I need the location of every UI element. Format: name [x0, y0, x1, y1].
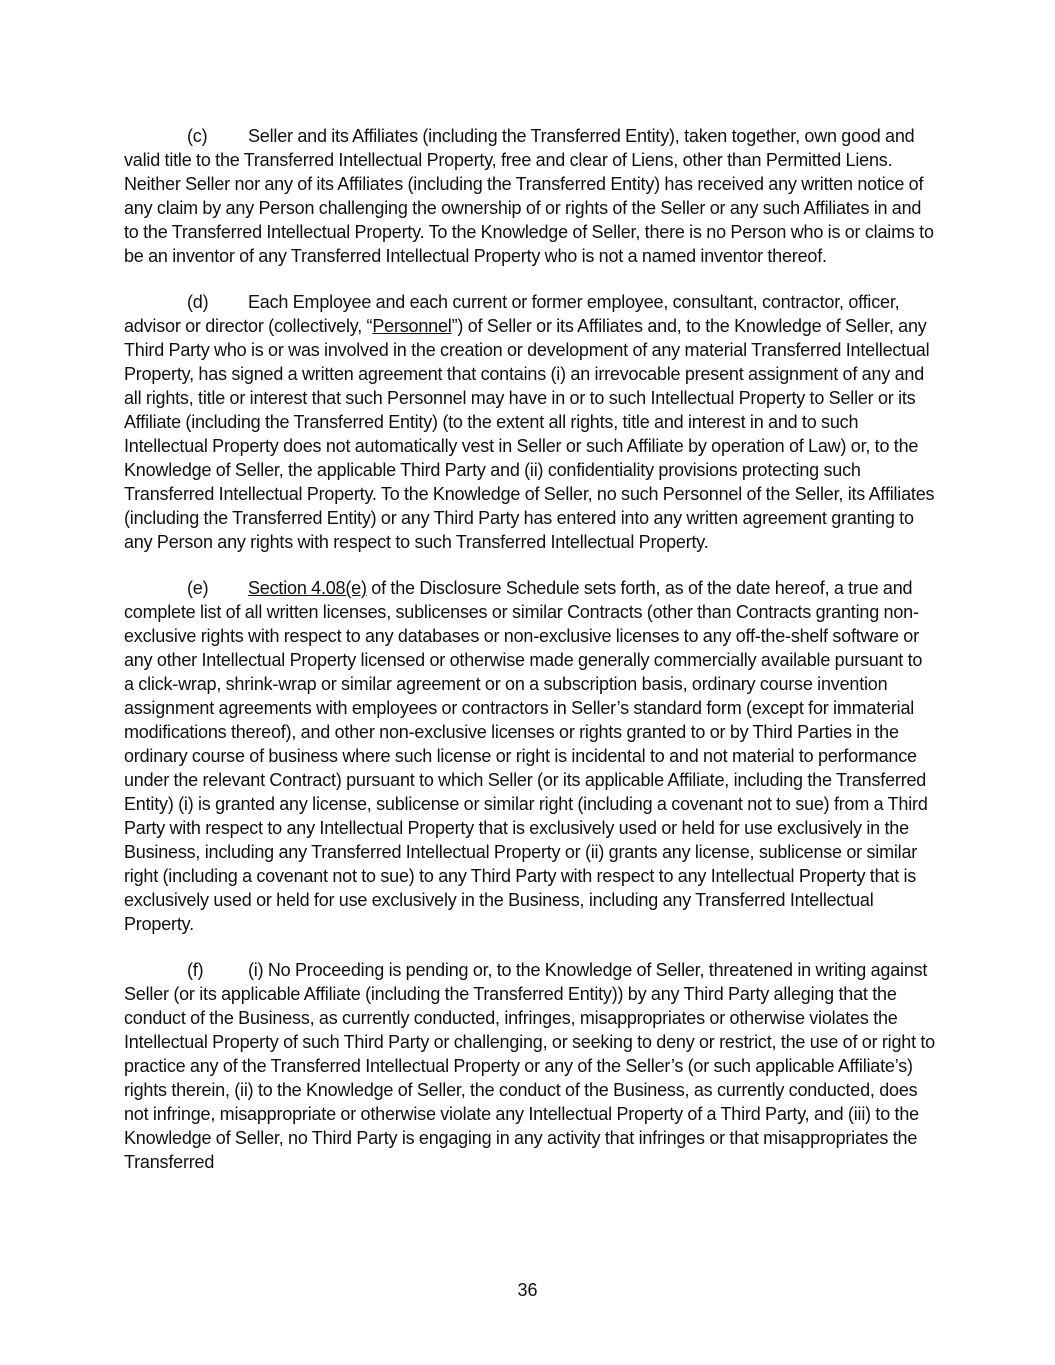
paragraph-d [124, 290, 936, 554]
paragraph-label: (e) [187, 578, 209, 598]
section-reference: Section 4.08(e) [248, 578, 367, 598]
defined-term-personnel: Personnel [372, 316, 452, 336]
paragraph-label: (f) [187, 960, 204, 980]
paragraph-text: (i) No Proceeding is pending or, to the Knowledge of Seller, threatened in writing against Seller (or its applicable Affiliate (including the Transferred Entity)) by any Third Party alleging that the conduct of the Business, as currently conducted, infringes, misappropriates or otherwise violates the Intellectual Property of such Third Party or challenging, or seeking to deny or restrict, the use of or right to practice any of the Transferred Intellectual Property or any of the Seller’s (or such applicable Affiliate’s) rights therein, (ii) to the Knowledge of Seller, the conduct of the Business, as currently conducted, does not infringe, misappropriate or otherwise violate any Intellectual Property of a Third Party, and (iii) to the Knowledge of Seller, no Third Party is engaging in any activity that infringes or that misappropriates the Transferred [124, 960, 935, 1172]
paragraph-text: of the Disclosure Schedule sets forth, as of the date hereof, a true and complete list of all written licenses, sublicenses or similar Contracts (other than Contracts granting non-exclusive rights with respect to any databases or non-exclusive licenses to any off-the-shelf software or any other Intellectual Property licensed or otherwise made generally commercially available pursuant to a click-wrap, shrink-wrap or similar agreement or on a subscription basis, ordinary course invention assignment agreements with employees or contractors in Seller’s standard form (except for immaterial modifications thereof), and other non-exclusive licenses or rights granted to or by Third Parties in the ordinary course of business where such license or right is incidental to and not material to performance under the relevant Contract) pursuant to which Seller (or its applicable Affiliate, including the Transferred Entity) (i) is granted any license, sublicense or similar right (including a covenant not to sue) from a Third Party with respect to any Intellectual Property that is exclusively used or held for use exclusively in the Business, including any Transferred Intellectual Property or (ii) grants any license, sublicense or similar right (including a covenant not to sue) to any Third Party with respect to any Intellectual Property that is exclusively used or held for use exclusively in the Business, including any Transferred Intellectual Property. [124, 578, 928, 934]
paragraph-f [124, 958, 936, 1174]
paragraph-label: (c) [187, 126, 208, 146]
paragraph-text: Seller and its Affiliates (including the Transferred Entity), taken together, own good and valid title to the Transferred Intellectual Property, free and clear of Liens, other than Permitted Liens. Neither Seller nor any of its Affiliates (including the Transferred Entity) has received any written notice of any claim by any Person challenging the ownership of or rights of the Seller or any such Affiliates in and to the Transferred Intellectual Property. To the Knowledge of Seller, there is no Person who is or claims to be an inventor of any Transferred Intellectual Property who is not a named inventor thereof. [124, 126, 934, 266]
paragraph-text-after: ”) of Seller or its Affiliates and, to the Knowledge of Seller, any Third Party who is or was involved in the creation or development of any material Transferred Intellectual Property, has signed a written agreement that contains (i) an irrevocable present assignment of any and all rights, title or interest that such Personnel may have in or to such Intellectual Property to Seller or its Affiliate (including the Transferred Entity) (to the extent all rights, title and interest in and to such Intellectual Property does not automatically vest in Seller or such Affiliate by operation of Law) or, to the Knowledge of Seller, the applicable Third Party and (ii) confidentiality provisions protecting such Transferred Intellectual Property. To the Knowledge of Seller, no such Personnel of the Seller, its Affiliates (including the Transferred Entity) or any Third Party has entered into any written agreement granting to any Person any rights with respect to such Transferred Intellectual Property. [124, 316, 935, 552]
paragraph-e [124, 576, 936, 936]
page-number: 36 [517, 1280, 538, 1300]
paragraph-text-before: Each Employee and each current or former employee, consultant, contractor, officer, advisor or director (collectively, “ [124, 292, 900, 336]
document-body [124, 124, 936, 1196]
paragraph-label: (d) [187, 292, 209, 312]
paragraph-c [124, 124, 936, 268]
